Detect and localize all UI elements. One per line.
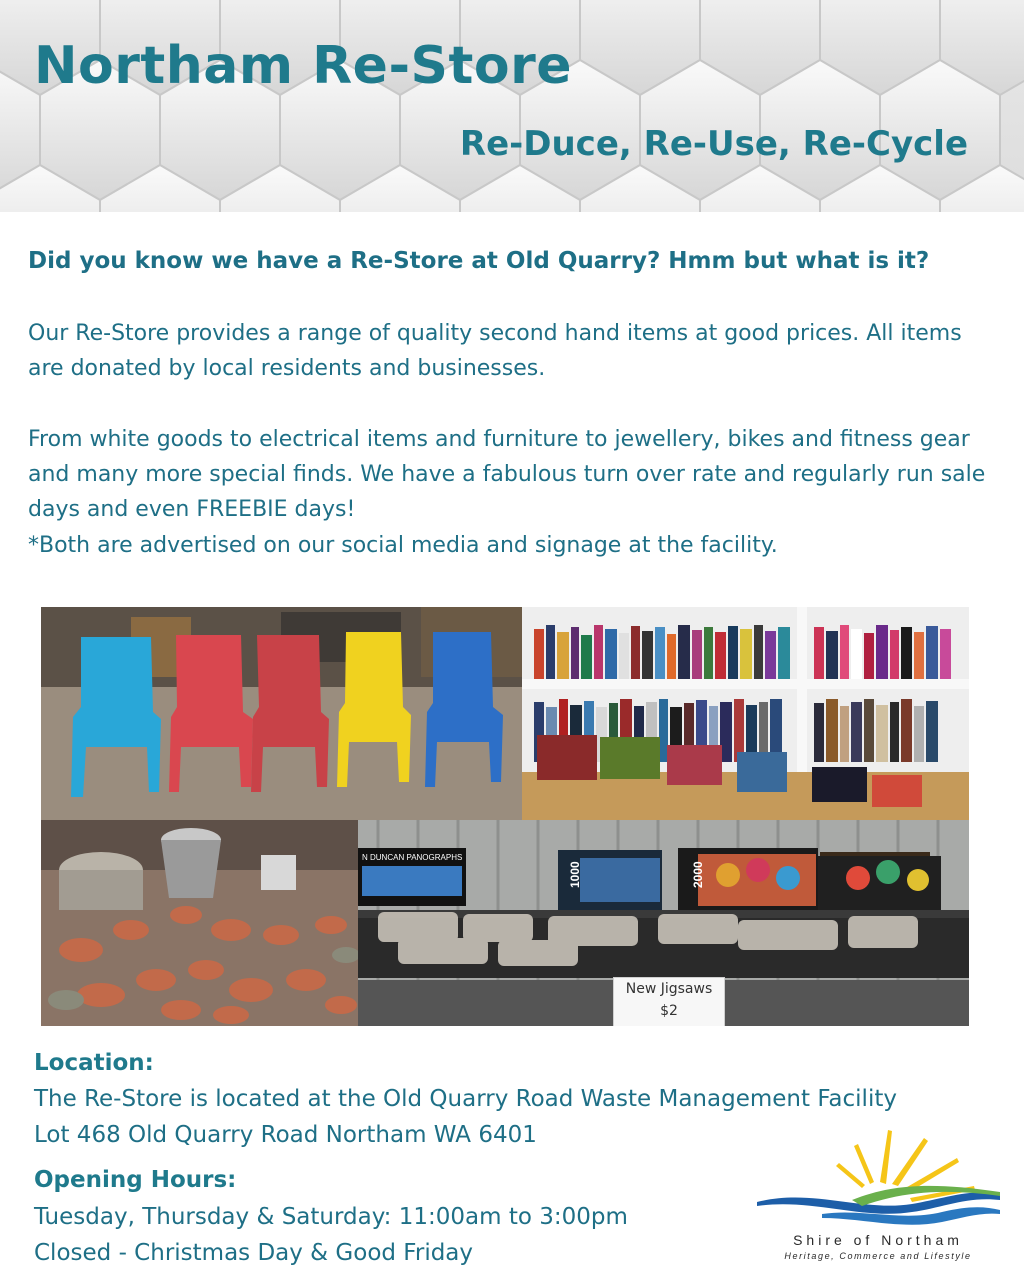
jigsaw-price-sign — [613, 977, 725, 1026]
shire-of-northam-logo — [752, 1122, 1002, 1272]
logo-name: Shire of Northam — [793, 1232, 963, 1248]
sun-and-hills-logo-icon — [752, 1122, 1002, 1232]
hours-line-1: Tuesday, Thursday & Saturday: 11:00am to 3:00pm — [34, 1204, 628, 1230]
header-banner — [0, 0, 1024, 212]
logo-tagline: Heritage, Commerce and Lifestyle — [784, 1251, 972, 1261]
location-line-2: Lot 468 Old Quarry Road Northam WA 6401 — [34, 1122, 537, 1148]
location-heading: Location: — [34, 1050, 154, 1076]
photo-wicker-chairs — [41, 607, 522, 820]
box-label-2000: 2000 — [691, 861, 705, 888]
page-title: Northam Re-Store — [34, 36, 572, 96]
page-tagline: Re-Duce, Re-Use, Re-Cycle — [459, 124, 968, 164]
intro-paragraph-1: Our Re-Store provides a range of quality second hand items at good prices. All items are donated by local residents and businesses. — [28, 321, 962, 381]
photo-bookshelf — [522, 607, 969, 820]
intro-paragraph-3: *Both are advertised on our social media and signage at the facility. — [28, 533, 778, 558]
hours-heading: Opening Hours: — [34, 1167, 237, 1193]
photo-terracotta-pots — [41, 820, 358, 1026]
box-label-1000: 1000 — [568, 861, 582, 888]
hours-line-2: Closed - Christmas Day & Good Friday — [34, 1240, 474, 1266]
intro-question: Did you know we have a Re-Store at Old Quarry? Hmm but what is it? — [28, 248, 930, 274]
jigsaw-sign-line-2: $2 — [660, 1003, 678, 1019]
hours-details — [34, 1199, 628, 1271]
jigsaw-sign-line-1: New Jigsaws — [625, 981, 713, 997]
hexagon-pattern-background — [0, 0, 1024, 212]
intro-paragraph-2: From white goods to electrical items and furniture to jewellery, bikes and fitness gear and many more special finds. We have a fabulous turn over rate and regularly run sale days and even FREEBIE days! — [28, 427, 986, 522]
location-line-1: The Re-Store is located at the Old Quarry Road Waste Management Facility — [34, 1086, 897, 1112]
panorama-box-label: N DUNCAN PANOGRAPHS — [362, 853, 463, 862]
photo-jigsaw-puzzles — [358, 820, 969, 1026]
